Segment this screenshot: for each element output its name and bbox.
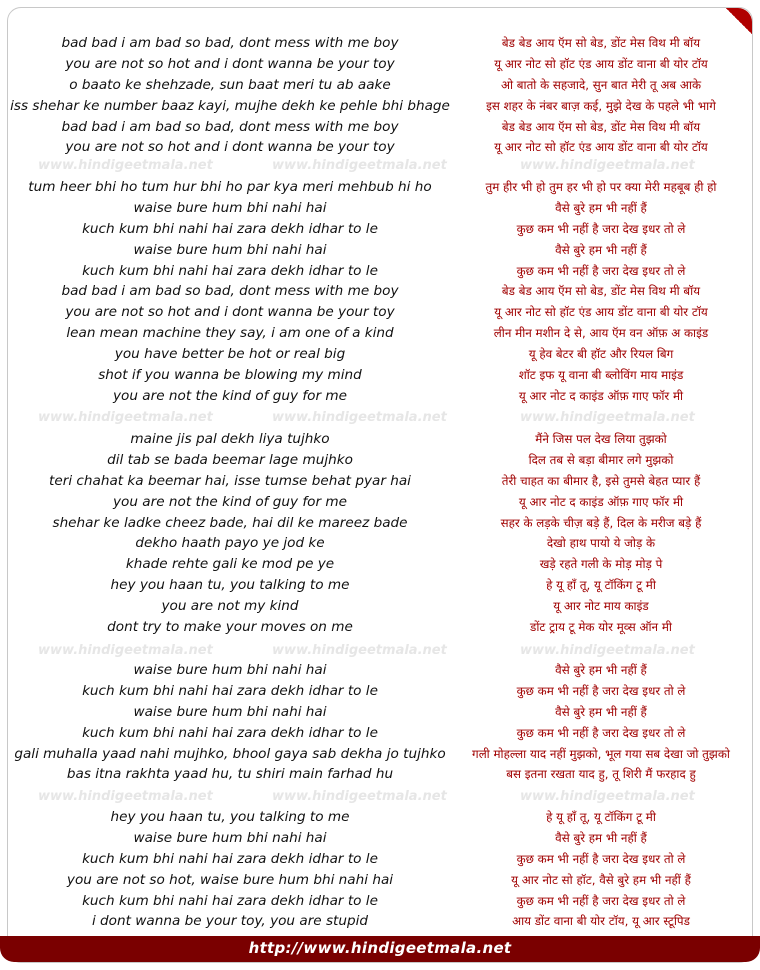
english-lyric: waise bure hum bhi nahi hai — [133, 703, 327, 720]
lyric-line — [0, 75, 760, 96]
lyric-line — [0, 617, 760, 638]
lyric-line — [0, 344, 760, 365]
hindi-lyric: मैंने जिस पल देख लिया तुझको — [535, 432, 667, 446]
english-lyric: bad bad i am bad so bad, dont mess with me boy — [61, 35, 399, 51]
lyric-line — [0, 33, 760, 54]
hindi-lyric: यू आर नोट सो हॉट एंड आय डोंट वाना बी योर टॉय — [494, 56, 708, 71]
lyric-line — [0, 513, 760, 534]
lyric-line — [0, 219, 760, 240]
english-lyric: waise bure hum bhi nahi hai — [133, 199, 327, 216]
lyric-line — [0, 471, 760, 492]
stanza-3 — [0, 429, 760, 638]
lyric-line — [0, 596, 760, 617]
english-lyric: you are not so hot and i dont wanna be your toy — [65, 139, 395, 156]
watermark: www.hindigeetmala.net — [520, 789, 695, 804]
english-lyric: bad bad i am bad so bad, dont mess with me boy — [61, 118, 399, 135]
lyric-line — [0, 723, 760, 744]
watermark: www.hindigeetmala.net — [38, 789, 213, 804]
english-lyric: bad bad i am bad so bad, dont mess with me boy — [61, 283, 399, 300]
hindi-lyric: शॉट इफ यू वाना बी ब्लोविंग माय माइंड — [518, 368, 684, 383]
hindi-lyric: वैसे बुरे हम भी नहीं हैं — [555, 663, 647, 677]
english-lyric: kuch kum bhi nahi hai zara dekh idhar to le — [82, 724, 378, 741]
lyric-line — [0, 702, 760, 723]
lyric-line — [0, 386, 760, 407]
watermark-row — [0, 410, 760, 428]
lyric-line — [0, 137, 760, 158]
lyric-line — [0, 891, 760, 912]
hindi-lyric: सहर के लड़के चीज़ बड़े हैं, दिल के मरीज बड़े हैं — [500, 515, 702, 530]
english-lyric: dekho haath payo ye jod ke — [135, 535, 325, 552]
english-lyric: you are not the kind of guy for me — [113, 387, 347, 404]
lyric-line — [0, 302, 760, 323]
hindi-lyric: वैसे बुरे हम भी नहीं हैं — [555, 704, 647, 719]
hindi-lyric: तेरी चाहत का बीमार है, इसे तुमसे बेहत प्यार हैं — [501, 473, 701, 488]
english-lyric: hey you haan tu, you talking to me — [110, 809, 350, 825]
hindi-lyric: कुछ कम भी नहीं है जरा देख इधर तो ले — [516, 725, 686, 740]
site-url-link[interactable]: http://www.hindigeetmala.net — [248, 939, 512, 957]
lyric-line — [0, 849, 760, 870]
hindi-lyric: यू हेव बेटर बी हॉट और रियल बिग — [528, 347, 674, 362]
english-lyric: kuch kum bhi nahi hai zara dekh idhar to le — [82, 262, 378, 279]
hindi-lyric: यू आर नोट सो हॉट एंड आय डोंट वाना बी योर टॉय — [494, 305, 708, 320]
english-lyric: kuch kum bhi nahi hai zara dekh idhar to le — [82, 220, 378, 237]
hindi-lyric: वैसे बुरे हम भी नहीं हैं — [555, 200, 647, 215]
english-lyric: shehar ke ladke cheez bade, hai dil ke mareez bade — [52, 514, 408, 531]
watermark: www.hindigeetmala.net — [520, 643, 695, 658]
hindi-lyric: यू आर नोट द काइंड ऑफ़ गाए फॉर मी — [518, 494, 684, 509]
english-lyric: hey you haan tu, you talking to me — [110, 577, 350, 594]
english-lyric: you are not so hot, waise bure hum bhi nahi hai — [66, 871, 394, 888]
english-lyric: o baato ke shehzade, sun baat meri tu ab aake — [69, 76, 391, 93]
watermark: www.hindigeetmala.net — [272, 410, 447, 425]
hindi-lyric: हे यू हाँ तू, यू टॉकिंग टू मी — [546, 810, 656, 824]
watermark-row — [0, 789, 760, 807]
watermark: www.hindigeetmala.net — [38, 643, 213, 658]
lyric-line — [0, 323, 760, 344]
hindi-lyric: हे यू हाँ तू, यू टॉकिंग टू मी — [546, 578, 656, 593]
lyric-line — [0, 870, 760, 891]
watermark: www.hindigeetmala.net — [520, 410, 695, 425]
watermark: www.hindigeetmala.net — [272, 789, 447, 804]
watermark: www.hindigeetmala.net — [38, 410, 213, 425]
english-lyric: khade rehte gali ke mod pe ye — [125, 556, 335, 573]
lyric-line — [0, 533, 760, 554]
english-lyric: dont try to make your moves on me — [107, 619, 353, 636]
stanza-1 — [0, 33, 760, 158]
lyric-line — [0, 177, 760, 198]
hindi-lyric: यू आर नोट सो हॉट, वैसे बुरे हम भी नहीं हैं — [511, 872, 691, 887]
lyric-line — [0, 54, 760, 75]
hindi-lyric: कुछ कम भी नहीं है जरा देख इधर तो ले — [516, 893, 686, 908]
stanza-5 — [0, 807, 760, 932]
lyric-line — [0, 117, 760, 138]
lyric-line — [0, 807, 760, 828]
hindi-lyric: आय डोंट वाना बी योर टॉय, यू आर स्टूपिड — [512, 914, 690, 929]
hindi-lyric: देखो हाथ पायो ये जोड़ के — [546, 536, 656, 551]
lyric-line — [0, 450, 760, 471]
lyric-line — [0, 198, 760, 219]
english-lyric: you are not so hot and i dont wanna be your toy — [65, 55, 395, 72]
hindi-lyric: कुछ कम भी नहीं है जरा देख इधर तो ले — [516, 851, 686, 866]
english-lyric: tum heer bhi ho tum hur bhi ho par kya meri mehbub hi ho — [28, 179, 432, 195]
hindi-lyric: बेड बेड आय ऍम सो बेड, डोंट मेस विथ मी बॉय — [501, 119, 701, 134]
stanza-2 — [0, 177, 760, 407]
lyric-line — [0, 429, 760, 450]
english-lyric: you are not my kind — [161, 598, 299, 615]
hindi-lyric: कुछ कम भी नहीं है जरा देख इधर तो ले — [516, 263, 686, 278]
english-lyric: teri chahat ka beemar hai, isse tumse behat pyar hai — [49, 472, 411, 489]
lyric-line — [0, 764, 760, 785]
english-lyric: kuch kum bhi nahi hai zara dekh idhar to le — [82, 682, 378, 699]
english-lyric: iss shehar ke number baaz kayi, mujhe dekh ke pehle bhi bhage — [10, 97, 450, 114]
hindi-lyric: ओ बातो के सहजादे, सुन बात मेरी तू अब आके — [500, 77, 702, 92]
hindi-lyric: डोंट ट्राय टू मेक योर मूव्स ऑन मी — [530, 620, 672, 635]
hindi-lyric: दिल तब से बड़ा बीमार लगे मुझको — [528, 452, 674, 467]
english-lyric: kuch kum bhi nahi hai zara dekh idhar to le — [82, 892, 378, 909]
watermark: www.hindigeetmala.net — [38, 158, 213, 173]
watermark-row — [0, 158, 760, 176]
english-lyric: dil tab se bada beemar lage mujhko — [107, 451, 353, 468]
stanza-4 — [0, 660, 760, 785]
lyric-line — [0, 828, 760, 849]
hindi-lyric: खड़े रहते गली के मोड़ मोड़ पे — [539, 557, 663, 572]
english-lyric: shot if you wanna be blowing my mind — [98, 367, 362, 384]
hindi-lyric: बस इतना रखता याद हु, तू शिरी मैं फरहाद हु — [506, 767, 696, 782]
english-lyric: maine jis pal dekh liya tujhko — [130, 431, 330, 447]
lyric-line — [0, 365, 760, 386]
english-lyric: gali muhalla yaad nahi mujhko, bhool gaya sab dekha jo tujhko — [14, 745, 446, 762]
english-lyric: waise bure hum bhi nahi hai — [133, 829, 327, 846]
hindi-lyric: तुम हीर भी हो तुम हर भी हो पर क्या मेरी महबूब ही हो — [485, 180, 717, 194]
hindi-lyric: यू आर नोट द काइंड ऑफ़ गाए फॉर मी — [518, 388, 684, 403]
english-lyric: bas itna rakhta yaad hu, tu shiri main farhad hu — [66, 766, 394, 783]
corner-decoration — [726, 8, 752, 34]
lyric-line — [0, 261, 760, 282]
english-lyric: lean mean machine they say, i am one of a kind — [66, 325, 394, 342]
english-lyric: you have better be hot or real big — [114, 346, 346, 363]
lyric-line — [0, 575, 760, 596]
lyric-line — [0, 281, 760, 302]
english-lyric: you are not so hot and i dont wanna be your toy — [65, 304, 395, 321]
hindi-lyric: गली मोहल्ला याद नहीं मुझको, भूल गया सब देखा जो तुझको — [472, 746, 730, 761]
watermark: www.hindigeetmala.net — [272, 158, 447, 173]
watermark-row — [0, 643, 760, 661]
english-lyric: i dont wanna be your toy, you are stupid — [91, 913, 369, 930]
lyric-line — [0, 554, 760, 575]
english-lyric: waise bure hum bhi nahi hai — [133, 241, 327, 258]
lyric-line — [0, 681, 760, 702]
hindi-lyric: वैसे बुरे हम भी नहीं हैं — [555, 830, 647, 845]
english-lyric: kuch kum bhi nahi hai zara dekh idhar to le — [82, 850, 378, 867]
hindi-lyric: बेड बेड आय ऍम सो बेड, डोंट मेस विथ मी बॉय — [501, 284, 701, 299]
hindi-lyric: लीन मीन मशीन दे से, आय ऍम वन ऑफ़ अ काइंड — [493, 326, 709, 341]
watermark: www.hindigeetmala.net — [520, 158, 695, 173]
hindi-lyric: बेड बेड आय ऍम सो बेड, डोंट मेस विथ मी बॉय — [501, 36, 701, 50]
hindi-lyric: यू आर नोट माय काइंड — [553, 599, 649, 614]
watermark: www.hindigeetmala.net — [272, 643, 447, 658]
lyric-line — [0, 660, 760, 681]
english-lyric: you are not the kind of guy for me — [113, 493, 347, 510]
hindi-lyric: वैसे बुरे हम भी नहीं हैं — [555, 242, 647, 257]
english-lyric: waise bure hum bhi nahi hai — [133, 662, 327, 678]
hindi-lyric: इस शहर के नंबर बाज़ कई, मुझे देख के पहले भी भागे — [486, 98, 716, 113]
lyric-line — [0, 911, 760, 932]
hindi-lyric: कुछ कम भी नहीं है जरा देख इधर तो ले — [516, 683, 686, 698]
lyric-line — [0, 492, 760, 513]
hindi-lyric: कुछ कम भी नहीं है जरा देख इधर तो ले — [516, 221, 686, 236]
lyric-line — [0, 240, 760, 261]
footer-bar — [0, 936, 760, 962]
lyric-line — [0, 744, 760, 765]
hindi-lyric: यू आर नोट सो हॉट एंड आय डोंट वाना बी योर टॉय — [494, 140, 708, 155]
lyric-line — [0, 96, 760, 117]
